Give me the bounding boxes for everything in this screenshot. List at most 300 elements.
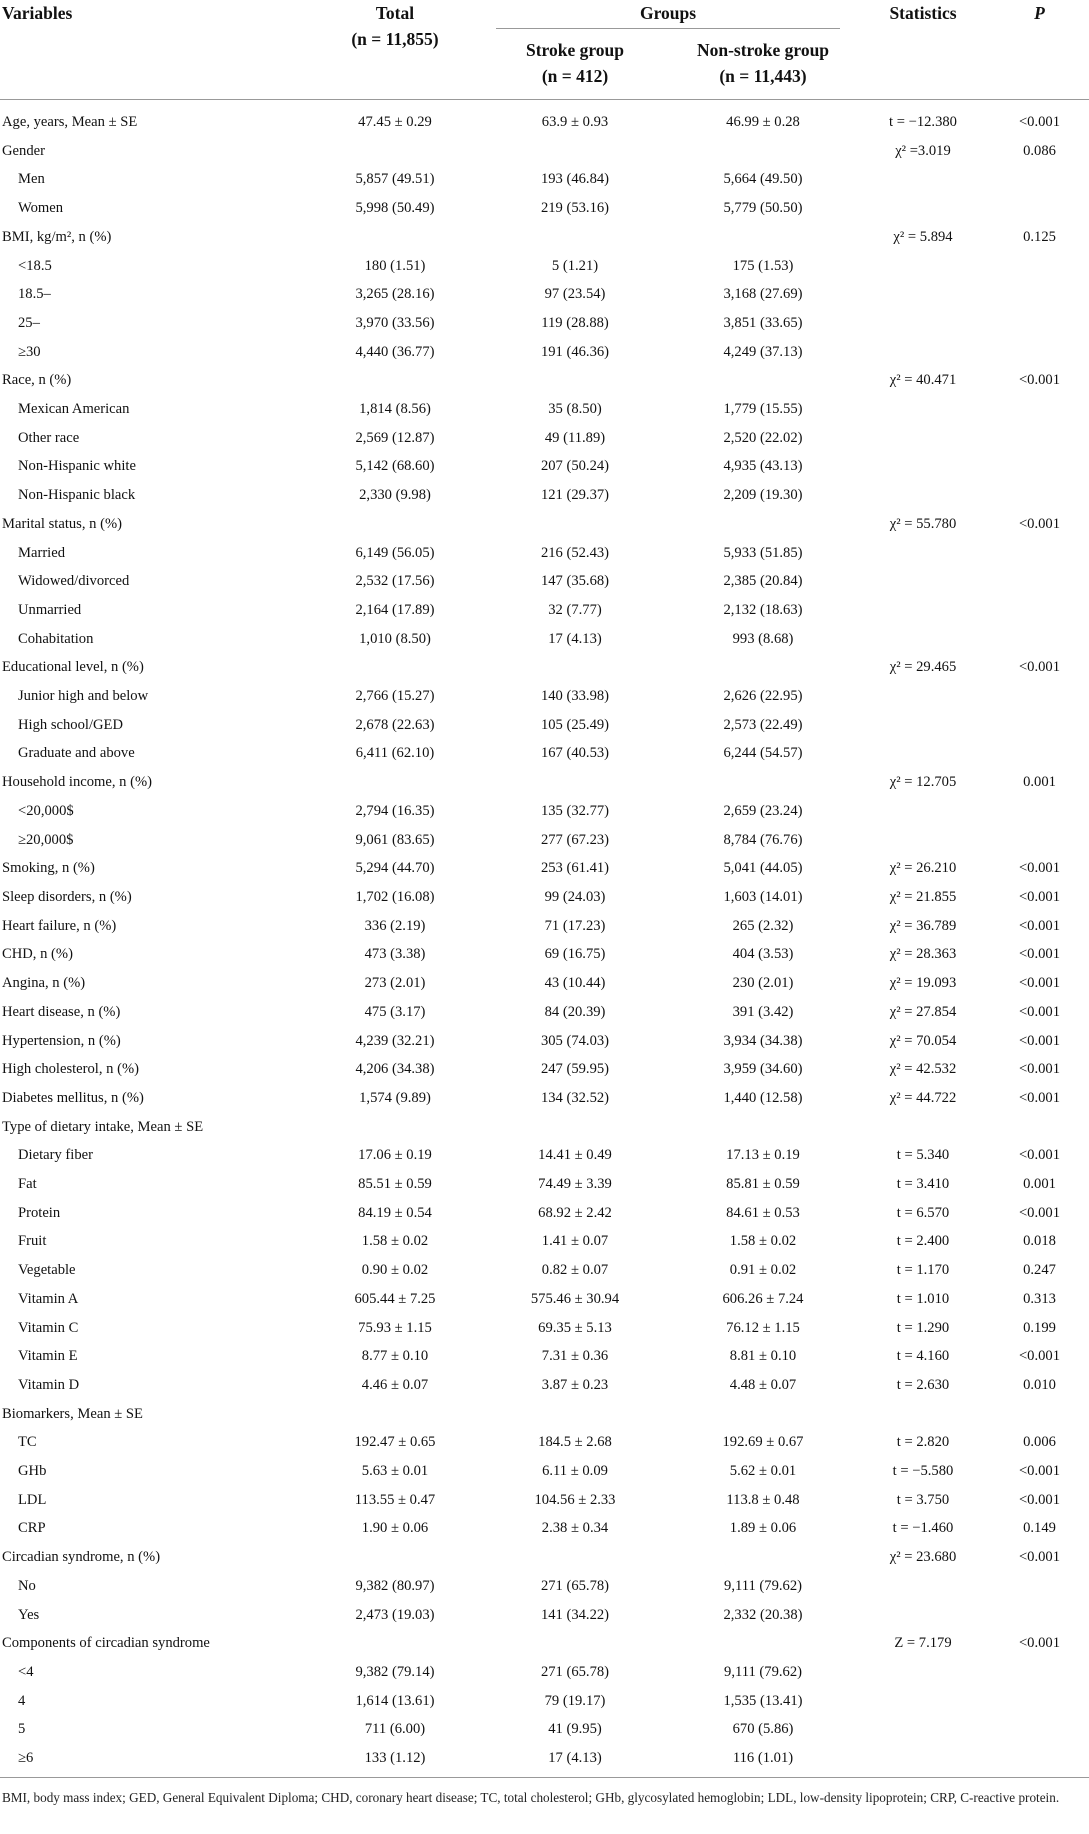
table-row: [0, 567, 1089, 596]
table-row: [0, 1027, 1089, 1056]
table-row: [0, 854, 1089, 883]
cell-nonstroke: 2,573 (22.49): [723, 716, 803, 733]
cell-nonstroke: 606.26 ± 7.24: [722, 1290, 804, 1307]
table-row: [0, 653, 1089, 682]
cell-total: 273 (2.01): [364, 975, 426, 992]
table-row: [0, 1514, 1089, 1543]
cell-total: [310, 137, 480, 166]
cell-total: 3,970 (33.56): [355, 314, 435, 331]
cell-var: Other race: [18, 429, 80, 446]
cell-p: [990, 1400, 1089, 1429]
cell-stroke: [480, 223, 670, 252]
table-row: [0, 309, 1089, 338]
cell-var: High school/GED: [18, 716, 123, 733]
header-p: P: [990, 0, 1089, 100]
cell-total: 8.77 ± 0.10: [361, 1348, 429, 1365]
cell-stroke: 216 (52.43): [540, 544, 610, 561]
cell-stat: [856, 252, 990, 281]
cell-var: <18.5: [18, 257, 52, 274]
cell-p: <0.001: [1018, 114, 1061, 130]
cell-p: <0.001: [1018, 917, 1061, 934]
table-row: [0, 165, 1089, 194]
header-groups: [480, 0, 856, 29]
table-row: [0, 1055, 1089, 1084]
cell-stroke: 68.92 ± 2.42: [538, 1204, 612, 1221]
cell-total: 1,614 (13.61): [355, 1692, 435, 1709]
cell-var: Men: [18, 171, 45, 188]
cell-p: [990, 797, 1089, 826]
cell-stroke: 141 (34.22): [540, 1606, 610, 1623]
cell-total: [310, 653, 480, 682]
cell-nonstroke: 993 (8.68): [732, 630, 794, 647]
cell-total: 473 (3.38): [364, 946, 426, 963]
cell-nonstroke: 1.89 ± 0.06: [729, 1520, 797, 1537]
table-row: [0, 338, 1089, 367]
table-row: [0, 1658, 1089, 1687]
table-row: [0, 1400, 1089, 1429]
cell-nonstroke: [670, 137, 856, 166]
cell-total: 5,294 (44.70): [355, 860, 435, 877]
cell-stat: [856, 1715, 990, 1744]
cell-stat: χ² = 55.780: [889, 515, 957, 532]
cell-var: Widowed/divorced: [18, 573, 130, 590]
cell-var: Fat: [18, 1176, 37, 1193]
cell-p: [990, 1687, 1089, 1716]
cell-nonstroke: 5,664 (49.50): [723, 171, 803, 188]
cell-stat: [856, 1687, 990, 1716]
cell-stat: χ² = 27.854: [889, 1003, 957, 1020]
cell-nonstroke: [670, 223, 856, 252]
cell-p: <0.001: [1018, 515, 1061, 532]
cell-nonstroke: 5,933 (51.85): [723, 544, 803, 561]
table-row: [0, 1113, 1089, 1142]
table-row: [0, 1227, 1089, 1256]
cell-p: <0.001: [1018, 860, 1061, 877]
cell-nonstroke: 0.91 ± 0.02: [729, 1262, 797, 1279]
cell-stat: χ² = 5.894: [893, 228, 953, 245]
cell-stat: t = −12.380: [889, 114, 957, 130]
cell-stat: t = −1.460: [892, 1520, 954, 1537]
cell-stat: t = 4.160: [896, 1348, 950, 1365]
cell-var: Vitamin A: [18, 1290, 79, 1307]
table-row: [0, 1170, 1089, 1199]
cell-stroke: [480, 1113, 670, 1142]
cell-p: <0.001: [1018, 1061, 1061, 1078]
cell-total: 2,678 (22.63): [355, 716, 435, 733]
cell-total: 0.90 ± 0.02: [361, 1262, 429, 1279]
cell-stat: [856, 338, 990, 367]
cell-stat: Z = 7.179: [894, 1635, 952, 1652]
cell-p: <0.001: [1018, 975, 1061, 992]
cell-p: 0.086: [1023, 142, 1056, 159]
cell-total: 336 (2.19): [364, 917, 426, 934]
cell-stroke: 271 (65.78): [540, 1663, 610, 1680]
cell-total: 1,702 (16.08): [355, 888, 435, 905]
cell-var: Circadian syndrome, n (%): [2, 1549, 161, 1566]
table-row: [0, 395, 1089, 424]
table-row: [0, 1572, 1089, 1601]
cell-stroke: 575.46 ± 30.94: [530, 1290, 620, 1307]
cell-var: Vitamin C: [18, 1319, 79, 1336]
cell-p: <0.001: [1018, 946, 1061, 963]
cell-total: 5,142 (68.60): [355, 458, 435, 475]
cell-p: [990, 596, 1089, 625]
cell-nonstroke: [670, 1400, 856, 1429]
cell-p: [990, 539, 1089, 568]
cell-nonstroke: 2,332 (20.38): [723, 1606, 803, 1623]
header-statistics: Statistics: [856, 0, 990, 100]
cell-stat: [856, 1113, 990, 1142]
cell-stroke: 167 (40.53): [540, 745, 610, 762]
cell-var: Women: [18, 200, 64, 217]
table-row: [0, 1285, 1089, 1314]
cell-stroke: 97 (23.54): [544, 286, 606, 303]
cell-total: 605.44 ± 7.25: [354, 1290, 436, 1307]
header-total-label: Total: [375, 3, 415, 23]
cell-stat: [856, 424, 990, 453]
cell-nonstroke: 2,385 (20.84): [723, 573, 803, 590]
cell-total: 1,574 (9.89): [359, 1089, 431, 1106]
cell-total: 4.46 ± 0.07: [361, 1376, 429, 1393]
cell-var: Biomarkers, Mean ± SE: [2, 1405, 143, 1422]
header-total: [310, 0, 480, 100]
cell-stroke: 17 (4.13): [548, 630, 602, 647]
cell-stroke: [480, 1543, 670, 1572]
cell-stat: t = 6.570: [896, 1204, 950, 1221]
cell-nonstroke: 4,249 (37.13): [723, 343, 803, 360]
table-row: [0, 424, 1089, 453]
cell-stroke: [480, 768, 670, 797]
cell-total: 1.58 ± 0.02: [361, 1233, 429, 1250]
cell-stroke: 7.31 ± 0.36: [541, 1348, 609, 1365]
cell-var: Diabetes mellitus, n (%): [2, 1089, 144, 1106]
cell-total: 85.51 ± 0.59: [358, 1176, 432, 1193]
cell-stat: [856, 682, 990, 711]
cell-total: 5,998 (50.49): [355, 200, 435, 217]
cell-stroke: 84 (20.39): [544, 1003, 606, 1020]
cell-var: 4: [18, 1692, 26, 1709]
table-row: [0, 1601, 1089, 1630]
cell-stat: χ² = 29.465: [889, 659, 957, 676]
table-row: [0, 1199, 1089, 1228]
cell-nonstroke: 2,659 (23.24): [723, 802, 803, 819]
cell-stroke: 135 (32.77): [540, 802, 610, 819]
cell-var: <4: [18, 1663, 34, 1680]
cell-var: Components of circadian syndrome: [2, 1635, 210, 1652]
cell-var: Smoking, n (%): [2, 860, 95, 877]
cell-p: 0.001: [1023, 1176, 1056, 1193]
cell-var: 18.5–: [18, 286, 51, 303]
cell-stat: [856, 165, 990, 194]
cell-p: <0.001: [1018, 888, 1061, 905]
cell-nonstroke: [670, 366, 856, 395]
cell-total: 17.06 ± 0.19: [358, 1147, 432, 1164]
table-row: [0, 1371, 1089, 1400]
cell-stroke: 140 (33.98): [540, 688, 610, 705]
cell-var: Non-Hispanic white: [18, 458, 136, 475]
cell-nonstroke: 3,959 (34.60): [723, 1061, 803, 1078]
cell-p: [990, 711, 1089, 740]
header-nonstroke-n: (n = 11,443): [719, 66, 807, 86]
cell-stroke: 191 (46.36): [540, 343, 610, 360]
table-row: [0, 137, 1089, 166]
cell-var: Vegetable: [18, 1262, 76, 1279]
cell-nonstroke: 5.62 ± 0.01: [729, 1463, 797, 1480]
cell-stroke: 5 (1.21): [551, 257, 599, 274]
cell-var: No: [18, 1577, 36, 1594]
cell-stat: t = 1.010: [896, 1290, 950, 1307]
header-total-n: (n = 11,855): [351, 29, 439, 49]
table-row: [0, 280, 1089, 309]
cell-var: TC: [18, 1434, 37, 1451]
cell-p: [990, 1113, 1089, 1142]
cell-stroke: 253 (61.41): [540, 860, 610, 877]
cell-p: [990, 625, 1089, 654]
cell-stat: χ² =3.019: [895, 142, 951, 159]
cell-p: [990, 194, 1089, 223]
cell-nonstroke: 8,784 (76.76): [723, 831, 803, 848]
cell-var: Type of dietary intake, Mean ± SE: [2, 1118, 204, 1135]
cell-var: <20,000$: [18, 802, 74, 819]
cell-nonstroke: 17.13 ± 0.19: [726, 1147, 800, 1164]
cell-var: ≥6: [0, 1744, 310, 1777]
cell-total: 2,330 (9.98): [359, 487, 431, 504]
cell-stat: χ² = 12.705: [889, 774, 957, 791]
cell-p: [990, 338, 1089, 367]
cell-p: [990, 682, 1089, 711]
cell-stroke: [480, 1400, 670, 1429]
cell-nonstroke: 670 (5.86): [732, 1721, 794, 1738]
cell-stat: [856, 1744, 990, 1777]
cell-stat: [856, 280, 990, 309]
table-row: [0, 625, 1089, 654]
cell-stat: [856, 194, 990, 223]
cell-var: Hypertension, n (%): [2, 1032, 121, 1049]
cell-var: Unmarried: [18, 601, 82, 618]
cell-stroke: 271 (65.78): [540, 1577, 610, 1594]
cell-nonstroke: [670, 1629, 856, 1658]
table-row: [0, 940, 1089, 969]
cell-nonstroke: 3,851 (33.65): [723, 314, 803, 331]
cell-var: ≥20,000$: [18, 831, 74, 848]
cell-stat: [856, 797, 990, 826]
table-row: [0, 366, 1089, 395]
cell-p: [990, 1601, 1089, 1630]
cell-p: [990, 309, 1089, 338]
cell-stroke: 121 (29.37): [540, 487, 610, 504]
cell-stat: χ² = 28.363: [889, 946, 957, 963]
cell-total: [310, 1629, 480, 1658]
cell-var: Protein: [18, 1204, 61, 1221]
cell-total: 1,010 (8.50): [359, 630, 431, 647]
cell-p: 0.125: [1023, 228, 1056, 245]
table-row: [0, 539, 1089, 568]
cell-nonstroke: 5,779 (50.50): [723, 200, 803, 217]
cell-p: [990, 395, 1089, 424]
cell-stroke: 277 (67.23): [540, 831, 610, 848]
table-row: [0, 1457, 1089, 1486]
cell-stroke: 147 (35.68): [540, 573, 610, 590]
cell-total: 9,382 (79.14): [355, 1663, 435, 1680]
cell-nonstroke: 1,603 (14.01): [723, 888, 803, 905]
cell-total: 192.47 ± 0.65: [354, 1434, 436, 1451]
cell-nonstroke: 3,934 (34.38): [723, 1032, 803, 1049]
cell-stat: χ² = 23.680: [889, 1549, 957, 1566]
cell-p: [990, 424, 1089, 453]
cell-total: 1,814 (8.56): [359, 401, 431, 418]
cell-stroke: [480, 653, 670, 682]
cell-total: 2,532 (17.56): [355, 573, 435, 590]
cell-stat: t = 3.750: [896, 1491, 950, 1508]
header-nonstroke-label: Non-stroke group: [696, 40, 830, 60]
cell-nonstroke: 230 (2.01): [732, 975, 794, 992]
cell-p: <0.001: [1018, 1463, 1061, 1480]
cell-nonstroke: 76.12 ± 1.15: [726, 1319, 800, 1336]
cell-stroke: [480, 366, 670, 395]
cell-var: Fruit: [18, 1233, 47, 1250]
cell-stroke: 104.56 ± 2.33: [534, 1491, 616, 1508]
cell-stroke: 17 (4.13): [480, 1744, 670, 1777]
cell-total: [310, 1113, 480, 1142]
cell-var: High cholesterol, n (%): [2, 1061, 139, 1078]
cell-var: Dietary fiber: [18, 1147, 93, 1164]
cell-p: [990, 252, 1089, 281]
cell-stat: χ² = 40.471: [889, 372, 957, 389]
cell-nonstroke: 113.8 ± 0.48: [726, 1491, 800, 1508]
cell-stroke: 105 (25.49): [540, 716, 610, 733]
table-row: [0, 481, 1089, 510]
cell-var: GHb: [18, 1463, 47, 1480]
cell-p: 0.199: [1023, 1319, 1056, 1336]
cell-stat: [856, 395, 990, 424]
table-row: [0, 1744, 1089, 1777]
cell-total: 475 (3.17): [364, 1003, 426, 1020]
cell-nonstroke: [670, 653, 856, 682]
cell-nonstroke: 85.81 ± 0.59: [726, 1176, 800, 1193]
cell-var: ≥30: [18, 343, 41, 360]
cell-stat: [856, 1658, 990, 1687]
cell-total: 1.90 ± 0.06: [361, 1520, 429, 1537]
cell-p: <0.001: [1018, 1003, 1061, 1020]
cell-nonstroke: [670, 1113, 856, 1142]
cell-nonstroke: 1,779 (15.55): [723, 401, 803, 418]
cell-stroke: 193 (46.84): [540, 171, 610, 188]
cell-total: [310, 1400, 480, 1429]
cell-nonstroke: 265 (2.32): [732, 917, 794, 934]
cell-var: Non-Hispanic black: [18, 487, 136, 504]
table-row: [0, 826, 1089, 855]
header-stroke-label: Stroke group: [525, 40, 625, 60]
cell-stat: [856, 481, 990, 510]
cell-p: 0.018: [1023, 1233, 1056, 1250]
cell-stat: t = 1.290: [896, 1319, 950, 1336]
cell-p: 0.006: [1023, 1434, 1056, 1451]
table-row: [0, 1543, 1089, 1572]
table-row: [0, 1314, 1089, 1343]
cell-nonstroke: [670, 1543, 856, 1572]
cell-total: [310, 223, 480, 252]
cell-stat: χ² = 26.210: [889, 860, 957, 877]
header-nonstroke-group: [670, 29, 856, 100]
cell-stat: [856, 625, 990, 654]
cell-nonstroke: 3,168 (27.69): [723, 286, 803, 303]
cell-stroke: [480, 137, 670, 166]
cell-nonstroke: 2,209 (19.30): [723, 487, 803, 504]
cell-p: 0.313: [1023, 1290, 1056, 1307]
table-row: [0, 1256, 1089, 1285]
cell-total: 5.63 ± 0.01: [361, 1463, 429, 1480]
table-row: [0, 1342, 1089, 1371]
cell-nonstroke: 8.81 ± 0.10: [729, 1348, 797, 1365]
cell-total: 75.93 ± 1.15: [358, 1319, 432, 1336]
header-variables: Variables: [0, 0, 310, 100]
cell-stat: χ² = 19.093: [889, 975, 957, 992]
cell-stroke: 6.11 ± 0.09: [542, 1463, 608, 1480]
table-row: [0, 912, 1089, 941]
cell-nonstroke: 175 (1.53): [732, 257, 794, 274]
table-row: [0, 1141, 1089, 1170]
cell-stat: [856, 826, 990, 855]
table-row: [0, 1486, 1089, 1515]
cell-nonstroke: 4,935 (43.13): [723, 458, 803, 475]
cell-stroke: 79 (19.17): [544, 1692, 606, 1709]
table-row: [0, 1084, 1089, 1113]
cell-var: CRP: [18, 1520, 46, 1537]
cell-stat: t = 5.340: [896, 1147, 950, 1164]
cell-var: Race, n (%): [2, 372, 72, 389]
cell-stat: χ² = 44.722: [889, 1089, 957, 1106]
cell-var: Yes: [18, 1606, 40, 1623]
cell-stat: [856, 1400, 990, 1429]
cell-nonstroke: 404 (3.53): [732, 946, 794, 963]
cell-stroke: 49 (11.89): [544, 429, 606, 446]
cell-total: [310, 366, 480, 395]
table-row: [0, 1715, 1089, 1744]
cell-total: 4,239 (32.21): [355, 1032, 435, 1049]
cell-var: LDL: [18, 1491, 47, 1508]
cell-total: 84.19 ± 0.54: [358, 1204, 432, 1221]
cell-p: <0.001: [1018, 1348, 1061, 1365]
cell-stat: t = 1.170: [896, 1262, 950, 1279]
header-stroke-n: (n = 412): [541, 66, 609, 86]
cell-p: [990, 165, 1089, 194]
cell-p: <0.001: [1018, 1147, 1061, 1164]
cell-stroke: [480, 1629, 670, 1658]
cell-var: Mexican American: [18, 401, 130, 418]
cell-stroke: 71 (17.23): [544, 917, 606, 934]
cell-nonstroke: [670, 510, 856, 539]
cell-stat: t = 2.400: [896, 1233, 950, 1250]
cell-var: 5: [18, 1721, 26, 1738]
cell-p: [990, 452, 1089, 481]
cell-p: [990, 826, 1089, 855]
cell-var: Household income, n (%): [2, 774, 152, 791]
cell-stroke: 0.82 ± 0.07: [541, 1262, 609, 1279]
table-row: [0, 596, 1089, 625]
cell-nonstroke: 46.99 ± 0.28: [726, 114, 800, 130]
table-row: [0, 452, 1089, 481]
cell-stroke: 63.9 ± 0.93: [541, 114, 609, 130]
cell-total: 180 (1.51): [364, 257, 426, 274]
table-row: [0, 1629, 1089, 1658]
cell-p: <0.001: [1018, 1204, 1061, 1221]
cell-stat: χ² = 42.532: [889, 1061, 957, 1078]
cell-stroke: 69 (16.75): [544, 946, 606, 963]
cell-total: [310, 510, 480, 539]
cell-p: 0.149: [1023, 1520, 1056, 1537]
table-row: [0, 1687, 1089, 1716]
cell-nonstroke: 9,111 (79.62): [724, 1663, 802, 1680]
